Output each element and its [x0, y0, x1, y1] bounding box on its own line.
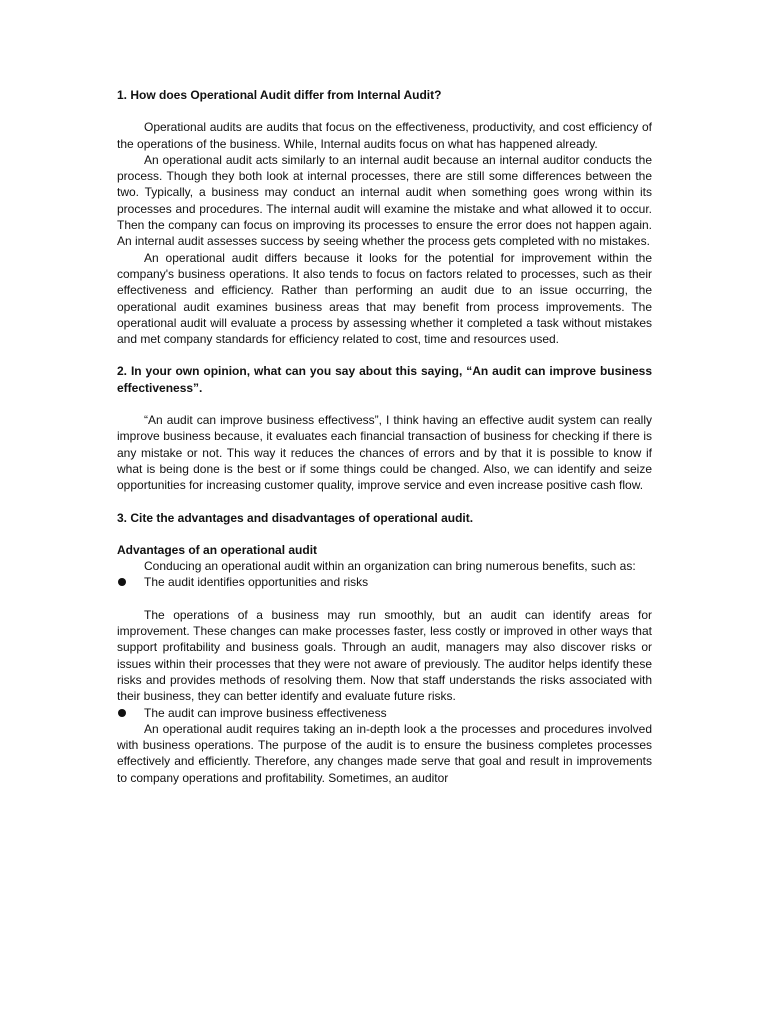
document-page	[117, 87, 652, 786]
bullet-icon	[118, 578, 126, 586]
bullet-2-label: The audit can improve business effectiveness	[144, 705, 387, 720]
q1-paragraph-1: Operational audits are audits that focus on the effectiveness, productivity, and cost efficiency of the operations of the business. While, Internal audits focus on what has happened already.	[117, 120, 652, 151]
question-1-title: 1. How does Operational Audit differ from Internal Audit?	[117, 88, 442, 102]
advantages-intro: Conducing an operational audit within an organization can bring numerous benefits, such as:	[144, 559, 636, 574]
bullet-1-paragraph: The operations of a business may run smoothly, but an audit can identify areas for improvement. These changes can make processes faster, less costly or improved in other ways that support profitability and business goals. Through an audit, managers may also discover risks or issues within their processes that they were not aware of previously. The auditor helps identify these risks and provides methods of resolving them. Now that staff understands the risks associated with their business, they can better identify and evaluate future risks.	[117, 607, 652, 704]
bullet-1-label: The audit identifies opportunities and risks	[144, 575, 369, 590]
q1-paragraph-3: An operational audit differs because it looks for the potential for improvement within the company's business operations. It also tends to focus on factors related to processes, such as their effectiveness and efficiency. Rather than performing an audit due to an issue occurring, the operational audit examines business areas that may benefit from process improvements. The operational audit will evaluate a process by assessing whether it completed a task without mistakes and met company standards for efficiency related to cost, time and resources used.	[117, 250, 652, 347]
bullet-item-2	[117, 705, 652, 721]
advantages-heading: Advantages of an operational audit	[117, 542, 318, 557]
q2-paragraph: “An audit can improve business effectivess”, I think having an effective audit system can really improve business because, it evaluates each financial transaction of business for checking if there is any mistake or not. This way it reduces the chances of errors and by that it is possible to know if what is being done is the best or if some things could be changed. Also, we can identify and seize opportunities for increasing customer quality, improve service and even increase positive cash flow.	[117, 413, 652, 493]
bullet-item-1	[117, 574, 652, 590]
question-2-title: 2. In your own opinion, what can you say about this saying, “An audit can improve business effectiveness”.	[117, 364, 652, 395]
q1-paragraph-2: An operational audit acts similarly to an internal audit because an internal auditor conducts the process. Though they both look at internal processes, there are still some differences between the two. Typically, a business may conduct an internal audit when something goes wrong within its processes and procedures. The internal audit will examine the mistake and what allowed it to occur. Then the company can focus on improving its processes to ensure the error does not happen again. An internal audit assesses success by seeing whether the process gets completed with no mistakes.	[117, 152, 652, 249]
bullet-2-paragraph: An operational audit requires taking an in-depth look a the processes and procedures involved with business operations. The purpose of the audit is to ensure the business completes processes effectively and efficiently. Therefore, any changes made serve that goal and result in improvements to company operations and profitability. Sometimes, an auditor	[117, 721, 652, 785]
bullet-icon	[118, 709, 126, 717]
question-3-title: 3. Cite the advantages and disadvantages of operational audit.	[117, 510, 474, 525]
